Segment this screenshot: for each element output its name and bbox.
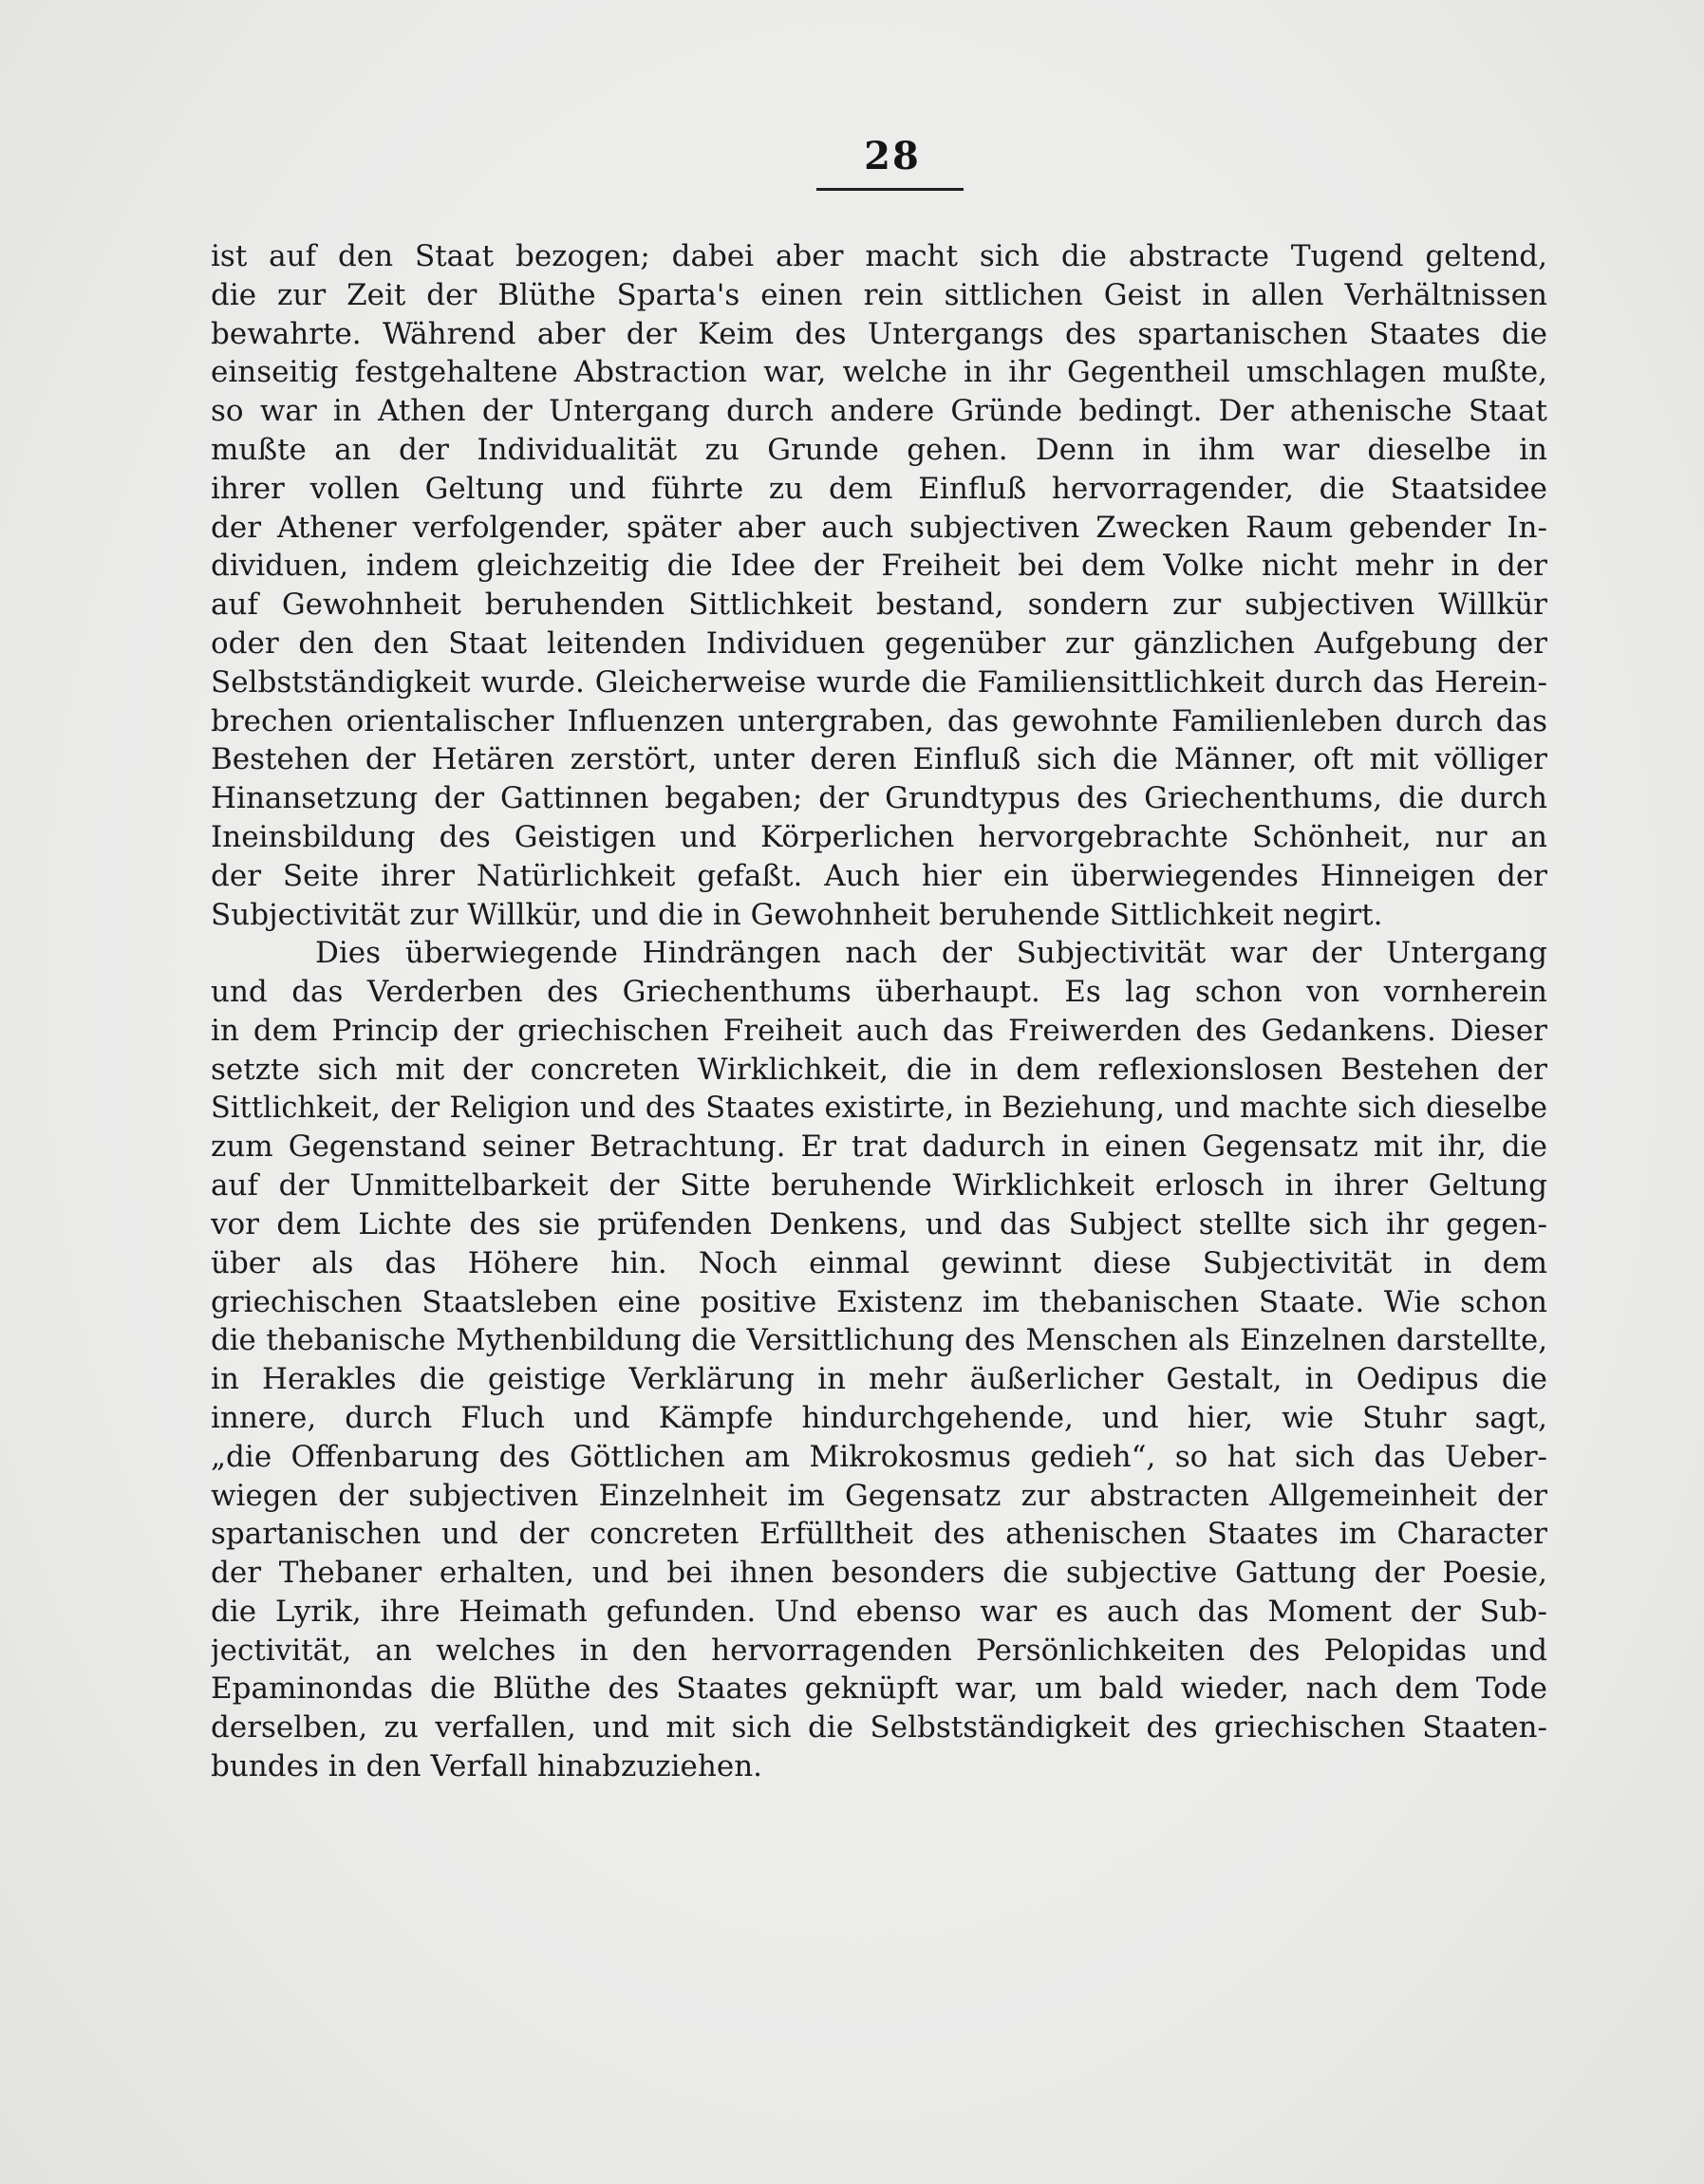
text-line: wiegen der subjectiven Einzelnheit im Gegensatz zur abstracten Allgemeinheit der — [211, 1478, 1547, 1513]
text-line: bewahrte. Während aber der Keim des Untergangs des spartanischen Staates die — [211, 316, 1547, 351]
text-line: der Thebaner erhalten, und bei ihnen besonders die subjective Gattung der Poesie, — [211, 1556, 1547, 1591]
text-line: jectivität, an welches in den hervorragenden Persönlichkeiten des Pelopidas und — [211, 1633, 1547, 1668]
text-line: in dem Princip der griechischen Freiheit auch das Freiwerden des Gedankens. Dieser — [211, 1013, 1547, 1048]
text-line: und das Verderben des Griechenthums überhaupt. Es lag schon von vornherein — [211, 975, 1547, 1010]
text-line: die zur Zeit der Blüthe Sparta's einen rein sittlichen Geist in allen Verhältnissen — [211, 277, 1547, 312]
text-line: vor dem Lichte des sie prüfenden Denkens, und das Subject stellte sich ihr gegen- — [211, 1206, 1547, 1241]
text-line: der Athener verfolgender, später aber auch subjectiven Zwecken Raum gebender In- — [211, 510, 1547, 545]
text-line: auf der Unmittelbarkeit der Sitte beruhende Wirklichkeit erlosch in ihrer Geltung — [211, 1168, 1547, 1204]
text-line: in Herakles die geistige Verklärung in mehr äußerlicher Gestalt, in Oedipus die — [211, 1362, 1547, 1397]
text-line: Ineinsbildung des Geistigen und Körperlichen hervorgebrachte Schönheit, nur an — [211, 819, 1547, 854]
text-line: einseitig festgehaltene Abstraction war, welche in ihr Gegentheil umschlagen mußte, — [211, 355, 1547, 390]
text-line: setzte sich mit der concreten Wirklichkeit, die in dem reflexionslosen Bestehen der — [211, 1052, 1547, 1087]
header-rule — [816, 188, 964, 191]
body-text — [211, 237, 1547, 1786]
text-line: die Lyrik, ihre Heimath gefunden. Und ebenso war es auch das Moment der Sub- — [211, 1594, 1547, 1629]
text-line: brechen orientalischer Influenzen untergraben, das gewohnte Familienleben durch das — [211, 703, 1547, 738]
text-line: Selbstständigkeit wurde. Gleicherweise wurde die Familiensittlichkeit durch das Herein- — [211, 664, 1547, 700]
text-line: derselben, zu verfallen, und mit sich die Selbstständigkeit des griechischen Staaten- — [211, 1710, 1547, 1745]
text-line: griechischen Staatsleben eine positive Existenz im thebanischen Staate. Wie schon — [211, 1284, 1547, 1319]
text-line: mußte an der Individualität zu Grunde gehen. Denn in ihm war dieselbe in — [211, 432, 1547, 467]
text-line: innere, durch Fluch und Kämpfe hindurchgehende, und hier, wie Stuhr sagt, — [211, 1400, 1547, 1435]
text-line: dividuen, indem gleichzeitig die Idee der Freiheit bei dem Volke nicht mehr in der — [211, 549, 1547, 584]
page-number: 28 — [864, 134, 921, 178]
text-line: Hinansetzung der Gattinnen begaben; der Grundtypus des Griechenthums, die durch — [211, 781, 1547, 816]
text-line: Sittlichkeit, der Religion und des Staates existirte, in Beziehung, und machte sich dieselbe — [211, 1091, 1547, 1125]
text-line: oder den den Staat leitenden Individuen gegenüber zur gänzlichen Aufgebung der — [211, 625, 1547, 661]
text-line: ist auf den Staat bezogen; dabei aber macht sich die abstracte Tugend geltend, — [211, 239, 1547, 273]
text-line: der Seite ihrer Natürlichkeit gefaßt. Auch hier ein überwiegendes Hinneigen der — [211, 858, 1547, 893]
text-line: auf Gewohnheit beruhenden Sittlichkeit bestand, sondern zur subjectiven Willkür — [211, 588, 1547, 623]
text-line: „die Offenbarung des Göttlichen am Mikrokosmus gedieh“, so hat sich das Ueber- — [211, 1439, 1547, 1474]
text-line: Epaminondas die Blüthe des Staates geknüpft war, um bald wieder, nach dem Tode — [211, 1671, 1547, 1707]
text-line: Subjectivität zur Willkür, und die in Gewohnheit beruhende Sittlichkeit negirt. — [211, 897, 1383, 932]
text-line: ihrer vollen Geltung und führte zu dem Einfluß hervorragender, die Staatsidee — [211, 471, 1547, 506]
text-line: spartanischen und der concreten Erfülltheit des athenischen Staates im Character — [211, 1517, 1547, 1552]
text-line: zum Gegenstand seiner Betrachtung. Er trat dadurch in einen Gegensatz mit ihr, die — [211, 1129, 1547, 1165]
text-line: Dies überwiegende Hindrängen nach der Subjectivität war der Untergang — [315, 936, 1547, 971]
text-line: bundes in den Verfall hinabzuziehen. — [211, 1749, 763, 1784]
text-line: über als das Höhere hin. Noch einmal gewinnt diese Subjectivität in dem — [211, 1245, 1547, 1280]
text-line: Bestehen der Hetären zerstört, unter deren Einfluß sich die Männer, oft mit völliger — [211, 742, 1547, 777]
text-line: die thebanische Mythenbildung die Versittlichung des Menschen als Einzelnen darstellte, — [211, 1323, 1547, 1358]
text-line: so war in Athen der Untergang durch andere Gründe bedingt. Der athenische Staat — [211, 394, 1547, 429]
